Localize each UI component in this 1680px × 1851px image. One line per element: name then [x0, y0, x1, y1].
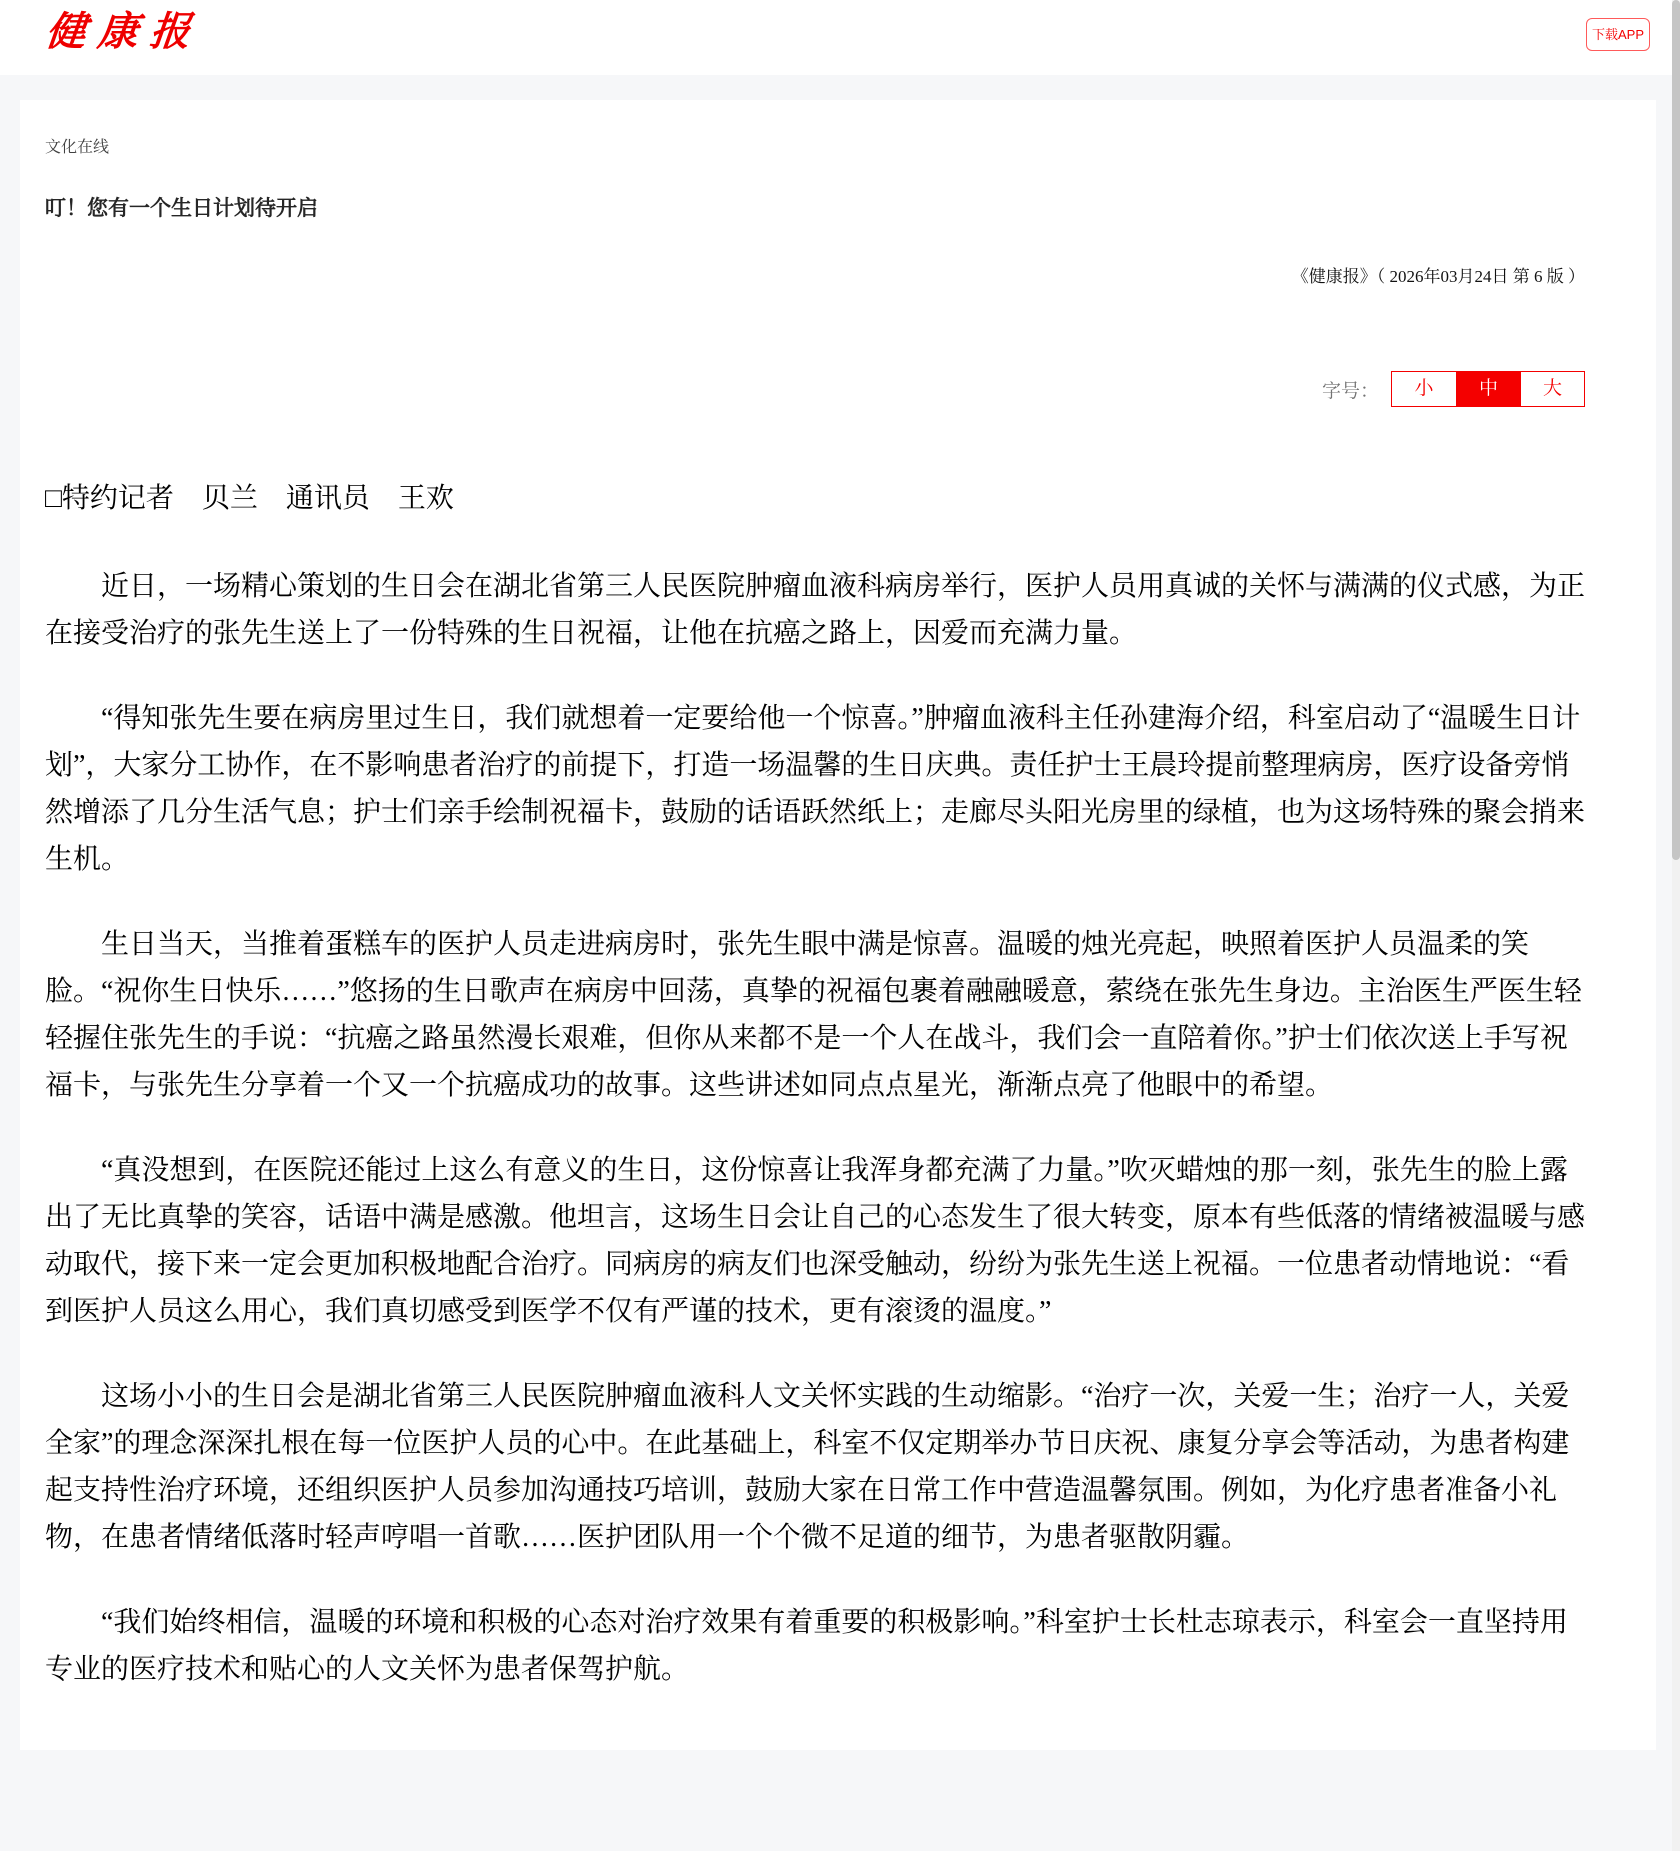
content-area — [0, 75, 1680, 1750]
font-size-control — [45, 371, 1585, 407]
font-size-label: 字号： — [1321, 380, 1379, 402]
paragraph-3: 生日当天，当推着蛋糕车的医护人员走进病房时，张先生眼中满是惊喜。温暖的烛光亮起，映照着医护人员温柔的笑脸。“祝你生日快乐……”悠扬的生日歌声在病房中回荡，真挚的祝福包裹着融融暖意，萦绕在张先生身边。主治医生严医生轻轻握住张先生的手说：“抗癌之路虽然漫长艰难，但你从来都不是一个人在战斗，我们会一直陪着你。”护士们依次送上手写祝福卡，与张先生分享着一个又一个抗癌成功的故事。这些讲述如同点点星光，渐渐点亮了他眼中的希望。 — [45, 929, 1582, 1101]
download-app-button[interactable]: 下载APP — [1586, 18, 1650, 51]
paragraph-5: 这场小小的生日会是湖北省第三人民医院肿瘤血液科人文关怀实践的生动缩影。“治疗一次，关爱一生；治疗一人，关爱全家”的理念深深扎根在每一位医护人员的心中。在此基础上，科室不仅定期举办节日庆祝、康复分享会等活动，为患者构建起支持性治疗环境，还组织医护人员参加沟通技巧培训，鼓励大家在日常工作中营造温馨氛围。例如，为化疗患者准备小礼物，在患者情绪低落时轻声哼唱一首歌……医护团队用一个个微不足道的细节，为患者驱散阴霾。 — [45, 1381, 1570, 1553]
site-header — [0, 0, 1680, 75]
paragraph-1: 近日，一场精心策划的生日会在湖北省第三人民医院肿瘤血液科病房举行，医护人员用真诚的关怀与满满的仪式感，为正在接受治疗的张先生送上了一份特殊的生日祝福，让他在抗癌之路上，因爱而充满力量。 — [45, 571, 1586, 649]
paragraph-4: “真没想到，在医院还能过上这么有意义的生日，这份惊喜让我浑身都充满了力量。”吹灭蜡烛的那一刻，张先生的脸上露出了无比真挚的笑容，话语中满是感激。他坦言，这场生日会让自己的心态发生了很大转变，原本有些低落的情绪被温暖与感动取代，接下来一定会更加积极地配合治疗。同病房的病友们也深受触动，纷纷为张先生送上祝福。一位患者动情地说：“看到医护人员这么用心，我们真切感受到医学不仅有严谨的技术，更有滚烫的温度。” — [45, 1155, 1586, 1327]
font-size-options — [1391, 371, 1585, 407]
article-title: 叮！您有一个生日计划待开启 — [45, 197, 318, 220]
scrollbar[interactable] — [1672, 0, 1680, 1851]
paragraph-6: “我们始终相信，温暖的环境和积极的心态对治疗效果有着重要的积极影响。”科室护士长杜志琼表示，科室会一直坚持用专业的医疗技术和贴心的人文关怀为患者保驾护航。 — [45, 1607, 1568, 1685]
font-size-medium-button[interactable]: 中 — [1456, 372, 1520, 406]
article-card — [20, 100, 1656, 1750]
font-size-large-button[interactable]: 大 — [1520, 372, 1584, 406]
masthead-logo[interactable]: 健康报 — [43, 8, 205, 55]
source-line: 《健康报》（ 2026年03月24日 第 6 版 ） — [1291, 267, 1585, 286]
category-label: 文化在线 — [45, 139, 110, 156]
article-inner — [45, 138, 1585, 1693]
scrollbar-thumb[interactable] — [1672, 0, 1680, 860]
byline: □特约记者 贝兰 通讯员 王欢 — [45, 483, 454, 514]
paragraph-2: “得知张先生要在病房里过生日，我们就想着一定要给他一个惊喜。”肿瘤血液科主任孙建海介绍，科室启动了“温暖生日计划”，大家分工协作，在不影响患者治疗的前提下，打造一场温馨的生日庆典。责任护士王晨玲提前整理病房，医疗设备旁悄然增添了几分生活气息；护士们亲手绘制祝福卡，鼓励的话语跃然纸上；走廊尽头阳光房里的绿植，也为这场特殊的聚会捎来生机。 — [45, 703, 1586, 875]
font-size-small-button[interactable]: 小 — [1392, 372, 1456, 406]
